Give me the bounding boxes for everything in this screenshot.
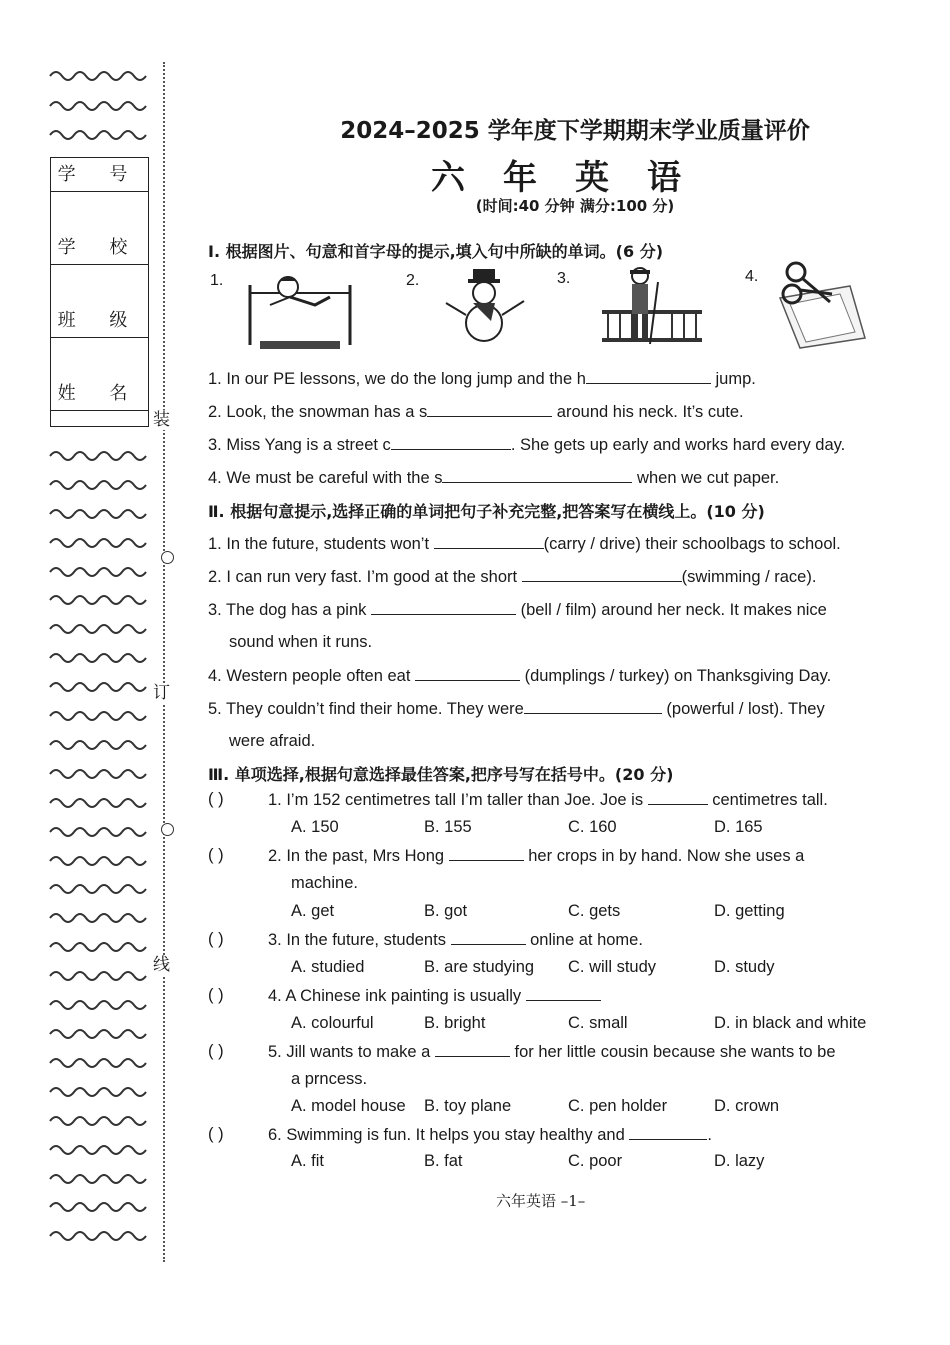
s2-item: 3. The dog has a pink (bell / film) around her neck. It makes nice — [208, 601, 827, 619]
s3-question: 6. Swimming is fun. It helps you stay healthy and . — [268, 1126, 712, 1144]
option: D. study — [714, 958, 775, 976]
wave-border-icon — [48, 592, 148, 606]
option: B. bright — [424, 1014, 486, 1032]
option: B. toy plane — [424, 1097, 512, 1115]
binding-dotted-line — [163, 62, 165, 1262]
exam-meta: (时间:40 分钟 满分:100 分) — [475, 197, 675, 215]
option: A. 150 — [291, 818, 339, 836]
answer-paren[interactable]: ( ) — [208, 846, 224, 864]
wave-border-icon — [48, 679, 148, 693]
s3-question: 1. I’m 152 centimetres tall I’m taller than Joe. Joe is centimetres tall. — [268, 791, 828, 809]
answer-paren[interactable]: ( ) — [208, 986, 224, 1004]
option: B. fat — [424, 1152, 463, 1170]
answer-blank[interactable] — [427, 402, 552, 417]
wave-border-icon — [48, 997, 148, 1011]
answer-blank[interactable] — [442, 468, 632, 483]
section3-heading: Ⅲ. 单项选择,根据句意选择最佳答案,把序号写在括号中。(20 分) — [208, 765, 674, 784]
high-jump-boy-icon — [240, 265, 360, 353]
answer-blank — [629, 1125, 707, 1140]
wave-border-icon — [48, 1026, 148, 1040]
picture-number: 2. — [406, 272, 420, 289]
answer-blank[interactable] — [524, 699, 662, 714]
wave-border-icon — [48, 506, 148, 520]
option: C. gets — [568, 902, 621, 920]
answer-blank[interactable] — [371, 600, 516, 615]
option: D. 165 — [714, 818, 763, 836]
s3-question-cont: machine. — [291, 874, 358, 892]
info-label: 班 级 — [51, 304, 148, 338]
binding-char: 线 — [153, 955, 170, 975]
wave-border-icon — [48, 708, 148, 722]
s2-item: 5. They couldn’t find their home. They were (powerful / lost). They — [208, 700, 825, 718]
info-label: 学 号 — [51, 158, 148, 192]
wave-border-icon — [48, 1113, 148, 1127]
option: B. are studying — [424, 958, 535, 976]
section1-heading: Ⅰ. 根据图片、句意和首字母的提示,填入句中所缺的单词。(6 分) — [208, 242, 664, 261]
option: D. getting — [714, 902, 785, 920]
wave-border-icon — [48, 621, 148, 635]
wave-border-icon — [48, 1228, 148, 1242]
wave-border-icon — [48, 1199, 148, 1213]
answer-blank[interactable] — [391, 435, 511, 450]
answer-blank[interactable] — [522, 567, 682, 582]
binding-char: 订 — [153, 683, 170, 703]
answer-blank[interactable] — [586, 369, 711, 384]
s1-item: 4. We must be careful with the s when we cut paper. — [208, 469, 780, 487]
option: C. 160 — [568, 818, 617, 836]
option: C. small — [568, 1014, 628, 1032]
answer-blank — [451, 930, 526, 945]
answer-blank[interactable] — [434, 534, 544, 549]
page-footer: 六年英语 –1– — [496, 1192, 586, 1210]
answer-paren[interactable]: ( ) — [208, 1042, 224, 1060]
s3-question: 4. A Chinese ink painting is usually — [268, 986, 601, 1006]
answer-paren[interactable]: ( ) — [208, 1125, 224, 1143]
wave-border-icon — [48, 881, 148, 895]
binding-hole — [161, 823, 174, 836]
street-cleaner-icon — [598, 262, 708, 350]
option: A. colourful — [291, 1014, 374, 1032]
wave-border-icon — [48, 535, 148, 549]
wave-border-icon — [48, 127, 148, 141]
option: A. model house — [291, 1097, 406, 1115]
answer-blank — [526, 986, 601, 1001]
option: D. crown — [714, 1097, 780, 1115]
answer-blank — [648, 790, 708, 805]
wave-border-icon — [48, 737, 148, 751]
s1-item: 2. Look, the snowman has a s around his neck. It’s cute. — [208, 403, 744, 421]
wave-border-icon — [48, 1084, 148, 1098]
option: C. will study — [568, 958, 657, 976]
info-label: 姓 名 — [51, 377, 148, 411]
wave-border-icon — [48, 448, 148, 462]
binding-hole — [161, 551, 174, 564]
option: D. lazy — [714, 1152, 765, 1170]
s2-item-cont: were afraid. — [229, 732, 316, 750]
wave-border-icon — [48, 564, 148, 578]
answer-blank — [435, 1042, 510, 1057]
s3-question: 5. Jill wants to make a for her little cousin because she wants to be — [268, 1043, 836, 1061]
s2-item-cont: sound when it runs. — [229, 633, 373, 651]
s2-item: 4. Western people often eat (dumplings / turkey) on Thanksgiving Day. — [208, 667, 832, 685]
wave-border-icon — [48, 68, 148, 82]
wave-border-icon — [48, 98, 148, 112]
wave-border-icon — [48, 477, 148, 491]
option: B. 155 — [424, 818, 472, 836]
scissors-paper-icon — [770, 258, 870, 350]
picture-number: 4. — [745, 268, 759, 285]
s3-question: 2. In the past, Mrs Hong her crops in by hand. Now she uses a — [268, 847, 805, 865]
picture-number: 1. — [210, 272, 224, 289]
binding-char: 装 — [153, 410, 170, 430]
wave-border-icon — [48, 853, 148, 867]
wave-border-icon — [48, 1055, 148, 1069]
wave-border-icon — [48, 1142, 148, 1156]
answer-paren[interactable]: ( ) — [208, 930, 224, 948]
s2-item: 2. I can run very fast. I’m good at the short (swimming / race). — [208, 568, 817, 586]
wave-border-icon — [48, 795, 148, 809]
exam-title: 2024–2025 学年度下学期期末学业质量评价 — [340, 118, 810, 144]
answer-paren[interactable]: ( ) — [208, 790, 224, 808]
wave-border-icon — [48, 824, 148, 838]
student-info-box — [50, 157, 149, 427]
s3-question-cont: a prncess. — [291, 1070, 368, 1088]
wave-border-icon — [48, 968, 148, 982]
wave-border-icon — [48, 939, 148, 953]
exam-subject: 六年英语 — [431, 158, 719, 198]
wave-border-icon — [48, 650, 148, 664]
wave-border-icon — [48, 1171, 148, 1185]
s3-question: 3. In the future, students online at home. — [268, 931, 643, 949]
info-label: 学 校 — [51, 231, 148, 265]
answer-blank — [449, 846, 524, 861]
s2-item: 1. In the future, students won’t (carry / drive) their schoolbags to school. — [208, 535, 841, 553]
snowman-scarf-icon — [440, 265, 530, 343]
s1-item: 1. In our PE lessons, we do the long jump and the h jump. — [208, 370, 756, 388]
s1-item: 3. Miss Yang is a street c . She gets up early and works hard every day. — [208, 436, 846, 454]
answer-blank[interactable] — [415, 666, 520, 681]
option: B. got — [424, 902, 468, 920]
option: A. fit — [291, 1152, 325, 1170]
wave-border-icon — [48, 766, 148, 780]
option: A. studied — [291, 958, 365, 976]
option: D. in black and white — [714, 1014, 867, 1032]
option: A. get — [291, 902, 335, 920]
option: C. poor — [568, 1152, 623, 1170]
section2-heading: Ⅱ. 根据句意提示,选择正确的单词把句子补充完整,把答案写在横线上。(10 分) — [208, 502, 765, 521]
wave-border-icon — [48, 910, 148, 924]
option: C. pen holder — [568, 1097, 668, 1115]
picture-number: 3. — [557, 270, 571, 287]
